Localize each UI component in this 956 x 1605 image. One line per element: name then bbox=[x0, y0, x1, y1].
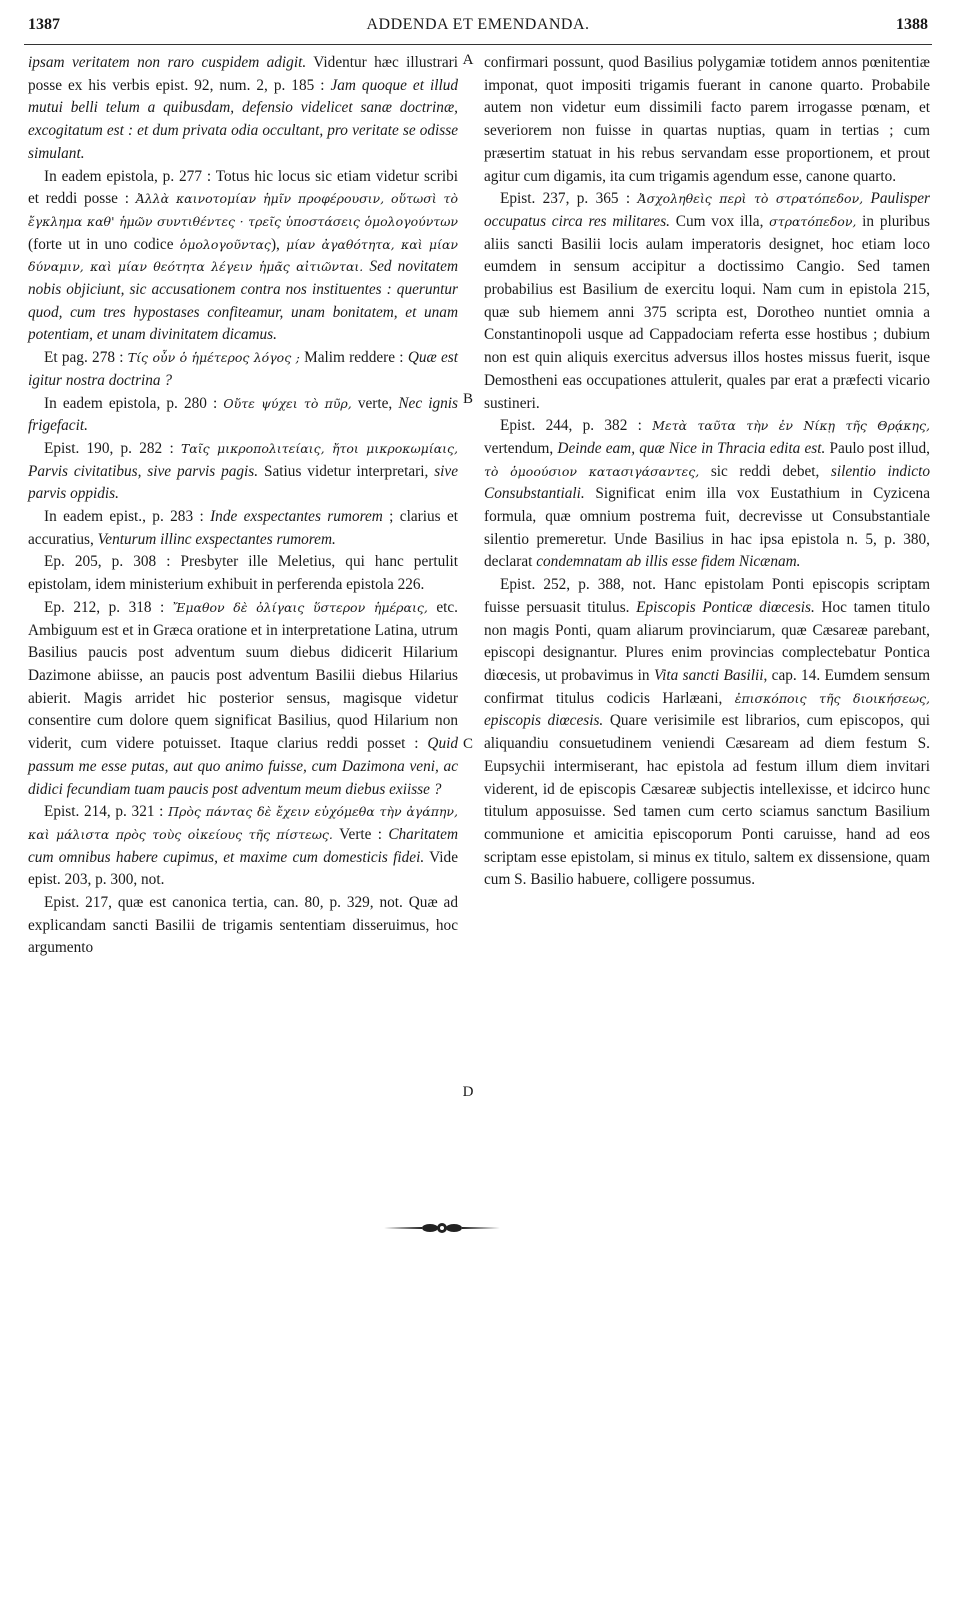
paragraph: Epist. 214, p. 321 : Πρὸς πάντας δὲ ἔχειν εὐχόμεθα τὴν ἀγάπην, καὶ μάλιστα πρὸς τοὺς οἰκείους τῆς πίστεως. Verte : Charitatem cum omnibus habere cupimus, et maxime cum domesticis fidei. Vide epist. 203, p. 300, not. bbox=[28, 803, 458, 889]
left-column bbox=[28, 52, 458, 960]
paragraph: Epist. 217, quæ est canonica tertia, can. 80, p. 329, not. Quæ ad explicandam sancti Basilii de trigamis sententiam disseruimus, hoc argumento bbox=[28, 894, 458, 957]
paragraph: Ep. 205, p. 308 : Presbyter ille Meletius, qui hanc pertulit epistolam, idem ministerium exhibuit in perferenda epistola 226. bbox=[28, 553, 458, 594]
page-number-left: 1387 bbox=[28, 16, 60, 33]
running-title: ADDENDA ET EMENDANDA. bbox=[366, 16, 590, 33]
paragraph: Epist. 252, p. 388, not. Hanc epistolam Ponti episcopis scriptam fuisse persuasit titulus. Episcopis Ponticæ diœcesis. Hoc tamen titulo non magis Ponti, quam aliarum provinciarum, quæ Cæsareæ parebant, episcopi designantur. Plures enim provincias complectebatur Pontica diœcesis, ut probavimus in Vita sancti Basilii, cap. 14. Eumdem sensum confirmat titulus codicis Harlæani, ἐπισκόποις τῆς διοικήσεως, episcopis diœcesis. Quare verisimile est librarios, cum episcopos, qui aliquandiu consuetudinem veniendi Cæsaream ad diem festum S. Eupsychii intermiserant, hac epistola ad festum illum diem invitari viderent, id de episcopis Cæsareæ subjectis intellexisse, et idcirco hunc titulum apposuisse. Sed tamen cum certo sciamus sanctum Basilium communione et amicitia episcoporum Ponti caruisse, hand ad eos scriptam esse epistolam, si minus ex titulo, saltem ex dissensione, quam cum S. Basilio habuere, colligere possumus. bbox=[484, 576, 931, 889]
margin-letter-d: D bbox=[462, 1084, 474, 1100]
paragraph: ipsam veritatem non raro cuspidem adigit. Videntur hæc illustrari posse ex his verbis epist. 92, num. 2, p. 185 : Jam quoque et illud mutui belli telum a quibusdam, defensio videlicet sanæ doctrinæ, excogitatum est : et dum privata odia occultant, pro veritate se odisse simulant. bbox=[28, 54, 459, 162]
paragraph: Et pag. 278 : Τίς οὖν ὁ ἡμέτερος λόγος ; Malim reddere : Quæ est igitur nostra doctrina ? bbox=[28, 349, 458, 389]
page-number-right: 1388 bbox=[896, 16, 928, 33]
running-header bbox=[0, 16, 956, 40]
paragraph: confirmari possunt, quod Basilius polygamiæ totidem annos pœnitentiæ imponat, quot impositi trigamis fuerant in canone quarto. Probabile autem non videtur eum dissimili facto parem irrogasse pœnam, et severiorem non fuisse in quartas nuptias, quam in tertias ; cum præsertim statuat in his rebus servandam esse proportionem, et prout agitur cum digamis, ita cum trigamis agendum esse, canone quarto. bbox=[484, 54, 930, 185]
margin-letter-a: A bbox=[462, 52, 474, 68]
paragraph: In eadem epistola, p. 277 : Totus hic locus sic etiam videtur scribi et reddi posse : Ἀλλὰ καινοτομίαν ἡμῖν προφέρουσιν, οὕτωσὶ τὸ ἔγκλημα καθ' ἡμῶν συντιθέντες · τρεῖς ὑποστάσεις ὁμολογούντων (forte ut in uno codice ὁμολογοῦντας), μίαν ἀγαθότητα, καὶ μίαν δύναμιν, καὶ μίαν θεότητα λέγειν ἡμᾶς αἰτιῶνται. Sed novitatem nobis objiciunt, sic accusationem contra nos instituentes : queruntur quod, cum tres hypostases confiteamur, unam bonitatem, et unam potentiam, et unam divinitatem dicamus. bbox=[28, 167, 458, 344]
paragraph: Ep. 212, p. 318 : Ἔμαθον δὲ ὀλίγαις ὕστερον ἡμέραις, etc. Ambiguum est et in Græca oratione et in interpretatione Latina, utrum Basilius paucis post adventum suum diebus didicerit Hilarium Dazimone abiisse, an paucis post adventum Basilii diebus Hilarius abierit. Magis arridet hic posterior sensus, magisque videtur consentire cum dolore quem significat Basilius, quod Hilarium non viderit, cum videre potuisset. Itaque clarius reddi posset : Quid passum me esse putas, aut quo animo fuisse, cum Dazimona veni, ac didici fecundiam tuam paucis post adventum meum diebus exiisse ? bbox=[28, 598, 458, 798]
paragraph: In eadem epistola, p. 280 : Οὔτε ψύχει τὸ πῦρ, verte, Nec ignis frigefacit. bbox=[28, 394, 458, 435]
header-rule bbox=[24, 44, 932, 45]
ornament-divider bbox=[382, 1218, 502, 1238]
margin-letter-b: B bbox=[462, 391, 473, 407]
paragraph: In eadem epist., p. 283 : Inde exspectantes rumorem ; clarius et accuratius, Venturum illinc exspectantes rumorem. bbox=[28, 508, 458, 548]
right-column bbox=[484, 52, 930, 892]
margin-letter-c: C bbox=[462, 736, 473, 752]
paragraph: Epist. 190, p. 282 : Ταῖς μικροπολιτείαις, ἤτοι μικροκωμίαις, Parvis civitatibus, sive parvis pagis. Satius videtur interpretari, sive parvis oppidis. bbox=[28, 439, 459, 503]
paragraph: Epist. 244, p. 382 : Μετὰ ταῦτα τὴν ἐν Νίκῃ τῆς Θρᾴκης, vertendum, Deinde eam, quæ Nice in Thracia edita est. Paulo post illud, τὸ ὁμοούσιον κατασιγάσαντες, sic reddi debet, silentio indicto Consubstantiali. Significat enim illa vox Eustathium in Cyzicena formula, quæ omnium postrema fuit, decrevisse ut Consubstantiale silentio premeretur. Unde Basilius in hac ipsa epistola n. 5, p. 380, declarat condemnatam ab illis esse fidem Nicænam. bbox=[484, 417, 931, 571]
paragraph: Epist. 237, p. 365 : Ἀσχοληθεὶς περὶ τὸ στρατόπεδον, Paulisper occupatus circa res militares. Cum vox illa, στρατόπεδον, in pluribus aliis sancti Basilii locis aulam imperatoris designet, hoc etiam loco eumdem in sensum accipitur a doctissimo Cangio. Sed tamen probabilius est Basilium de exercitu loqui. Nam cum in epistola 215, quæ sub hiemem anni 375 scripta est, Dorotheo nuntiet omnia a Constantinopoli usque ad Cappadociam referta esse hostibus ; dubium non est quin aliquis exercitus adversus illos hostes missus fuerit, isque Demostheni eas occupationes attulerit, quales par erat a præfecti vicario sustineri. bbox=[484, 190, 931, 412]
